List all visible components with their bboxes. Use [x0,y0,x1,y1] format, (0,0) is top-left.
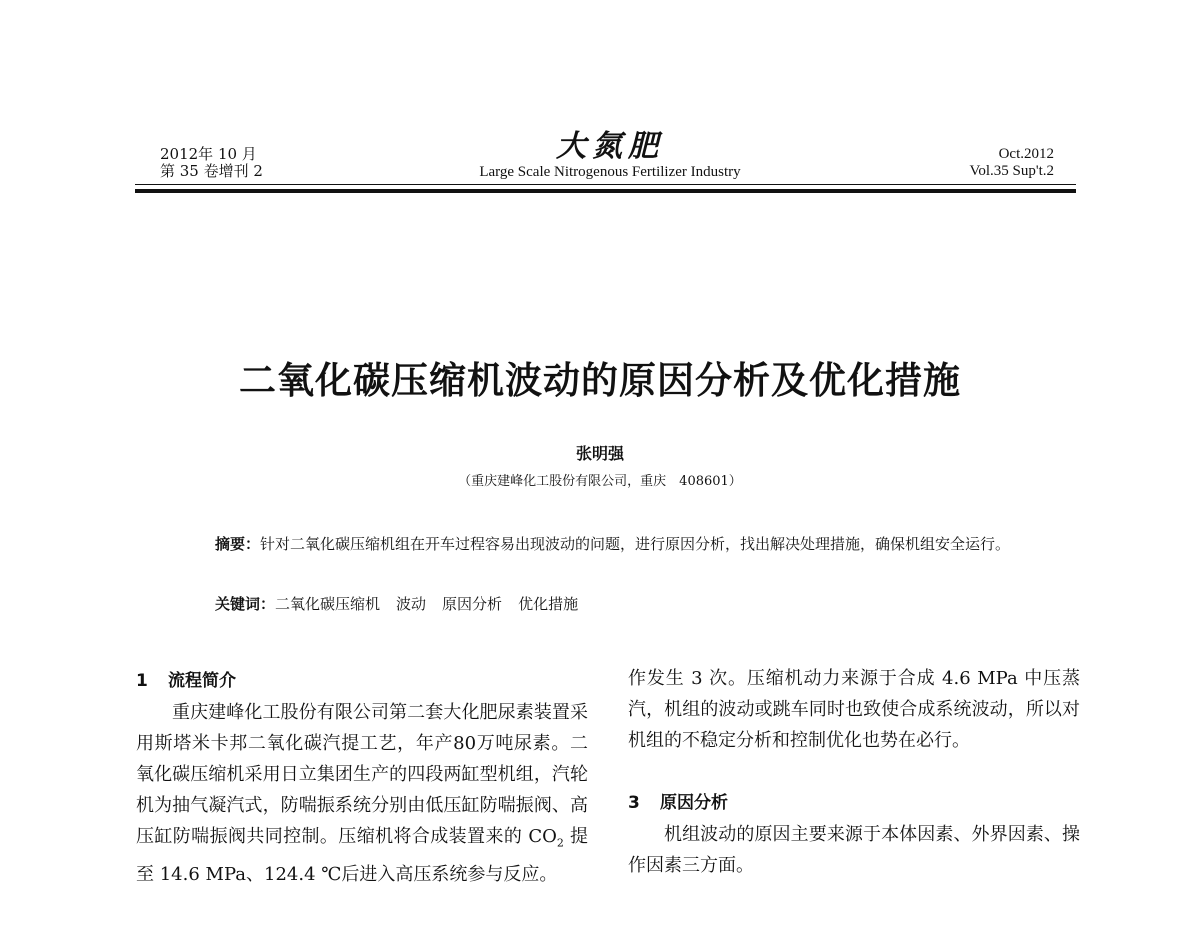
header-rule-thin [135,184,1076,185]
keywords [215,589,594,619]
journal-header-left [160,146,263,180]
abstract [178,529,1042,559]
continued-paragraph: 作发生 3 次。压缩机动力来源于合成 4.6 MPa 中压蒸汽，机组的波动或跳车同时也致使合成系统波动，所以对机组的不稳定分析和控制优化也势在必行。 [628,668,1080,751]
keyword: 二氧化碳压缩机 [275,595,381,613]
paper-title: 二氧化碳压缩机波动的原因分析及优化措施 [239,359,961,402]
section-1-paragraph: 重庆建峰化工股份有限公司第二套大化肥尿素装置采用斯塔米卡邦二氧化碳汽提工艺，年产80万吨尿素。二氧化碳压缩机采用日立集团生产的四段两缸型机组，汽轮机为抽气凝汽式，防喘振系统分别由低压缸防喘振阀、高压缸防喘振阀共同控制。压缩机将合成装置来的 $CO_2$ 提至 14.6 MPa、124.4 ℃后进入高压系统参与反应。 [136,702,588,885]
section-title: 原因分析 [660,793,728,813]
section-3-heading [628,788,1080,819]
left-column [136,666,588,890]
right-column [628,663,1080,881]
keyword: 原因分析 [442,595,503,613]
keywords-label: 关键词： [215,595,276,613]
issue-date-en: Oct.2012 [998,146,1054,162]
header-rule-thick [135,189,1076,193]
section-title: 流程简介 [168,671,236,691]
section-1-heading [136,666,588,697]
keyword: 波动 [396,595,427,613]
journal-name-en: Large Scale Nitrogenous Fertilizer Industry [479,164,741,180]
abstract-label: 摘要： [215,535,261,553]
issue-date-cn: 2012年 10 月 [160,145,257,163]
abstract-text: 针对二氧化碳压缩机组在开车过程容易出现波动的问题，进行原因分析，找出解决处理措施，确保机组安全运行。 [260,535,1011,553]
keyword: 优化措施 [518,595,579,613]
section-number: 1 [136,671,148,691]
section-number: 3 [628,793,640,813]
journal-logo: 大氮肥 [556,129,664,164]
issue-volume-cn: 第 35 卷增刊 2 [160,162,263,180]
author-affiliation: （重庆建峰化工股份有限公司，重庆 408601） [458,474,742,489]
journal-header-right [969,146,1054,180]
journal-header-center [300,130,920,180]
issue-volume-en: Vol.35 Sup't.2 [969,163,1054,179]
paper-author: 张明强 [575,444,624,463]
section-3-paragraph: 机组波动的原因主要来源于本体因素、外界因素、操作因素三方面。 [628,824,1080,876]
